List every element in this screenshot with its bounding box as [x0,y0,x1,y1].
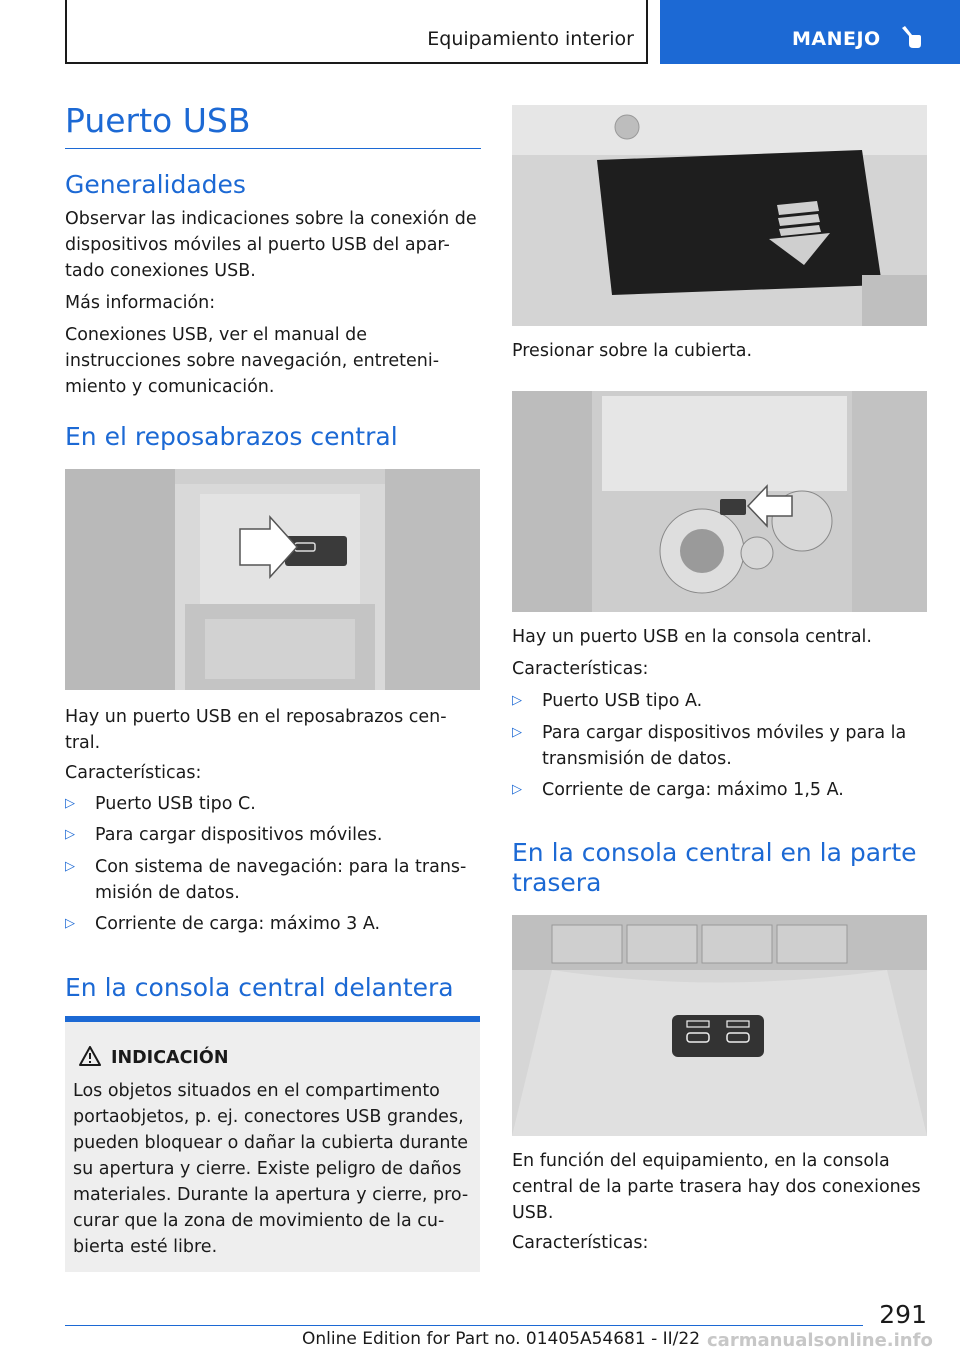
list-item [65,854,485,906]
text-line: tral. [65,733,101,753]
bullet-triangle-icon: ▷ [65,827,75,842]
heading-line: trasera [512,868,602,897]
notice-box [65,1016,480,1272]
list-item-text: transmisión de datos. [542,749,732,769]
footer-rule [65,1325,863,1326]
heading-front-console: En la consola central delantera [65,973,454,1002]
text-line: su apertura y cierre. Existe peligro de daños [73,1159,462,1179]
console-cover-photo [512,105,927,326]
list-item-text: Con sistema de navegación: para la trans- [95,857,467,877]
list-item [65,822,382,848]
text-line: USB. [512,1203,554,1223]
text-line: tado conexiones USB. [65,261,256,281]
list-item-text: Puerto USB tipo A. [542,691,703,711]
bullet-triangle-icon: ▷ [65,796,75,811]
text-line: Los objetos situados en el compartimento [73,1081,440,1101]
text-line: instrucciones sobre navegación, entreteni- [65,351,440,371]
header-section-box [65,0,648,64]
list-item [512,777,844,803]
text-line: portaobjetos, p. ej. conectores USB grandes, [73,1107,464,1127]
heading-generalidades: Generalidades [65,170,246,199]
list-item-text: Para cargar dispositivos móviles y para la [542,723,907,743]
caption-front-usb: Hay un puerto USB en la consola central. [512,627,872,647]
header-section-title: Equipamiento interior [427,28,634,50]
bullet-triangle-icon: ▷ [512,782,522,797]
list-item-text: Corriente de carga: máximo 3 A. [95,914,381,934]
front-features-label: Características: [512,659,649,679]
list-item-text: misión de datos. [95,883,240,903]
armrest-usb-photo [65,469,480,690]
more-info-label: Más información: [65,293,216,313]
bullet-triangle-icon: ▷ [512,693,522,708]
text-line: bierta esté libre. [73,1237,218,1257]
page-number: 291 [879,1300,927,1329]
rear-console-usb-photo [512,915,927,1136]
list-item [65,791,256,817]
text-line: dispositivos móviles al puerto USB del apar- [65,235,450,255]
bullet-triangle-icon: ▷ [65,859,75,874]
rear-description [512,1148,932,1226]
bullet-triangle-icon: ▷ [512,725,522,740]
caption-press-cover: Presionar sobre la cubierta. [512,341,753,361]
heading-rear-console [512,838,917,898]
list-item-text: Corriente de carga: máximo 1,5 A. [542,780,844,800]
text-line: central de la parte trasera hay dos conexiones [512,1177,921,1197]
heading-armrest: En el reposabrazos central [65,422,398,451]
text-line: miento y comunicación. [65,377,275,397]
text-line: Hay un puerto USB en el reposabrazos cen- [65,707,447,727]
general-paragraph [65,206,485,284]
text-line: curar que la zona de movimiento de la cu- [73,1211,445,1231]
rear-features-label: Características: [512,1233,649,1253]
notice-body [73,1078,473,1260]
armrest-description [65,704,485,756]
watermark: carmanualsonline.info [707,1330,933,1351]
list-item [512,720,932,772]
text-line: pueden bloquear o dañar la cubierta durante [73,1133,469,1153]
list-item [65,911,380,937]
chapter-tab-label: MANEJO [792,28,881,50]
text-line: Observar las indicaciones sobre la conexión de [65,209,477,229]
notice-title: INDICACIÓN [111,1048,229,1068]
text-line: En función del equipamiento, en la consola [512,1151,890,1171]
warning-triangle-icon [79,1046,101,1070]
more-info-paragraph [65,322,485,400]
armrest-features-label: Características: [65,763,202,783]
bullet-triangle-icon: ▷ [65,916,75,931]
text-line: Conexiones USB, ver el manual de [65,325,368,345]
list-item-text: Puerto USB tipo C. [95,794,256,814]
list-item-text: Para cargar dispositivos móviles. [95,825,383,845]
front-console-usb-photo [512,391,927,612]
title-rule [65,148,481,149]
text-line: materiales. Durante la apertura y cierre, pro- [73,1185,469,1205]
list-item [512,688,702,714]
heading-line: En la consola central en la parte [512,838,917,867]
footer-edition: Online Edition for Part no. 01405A54681 - II/22 [302,1329,701,1349]
page-title: Puerto USB [65,101,251,140]
chapter-tab[interactable] [660,0,960,64]
steering-hand-icon [900,24,922,54]
